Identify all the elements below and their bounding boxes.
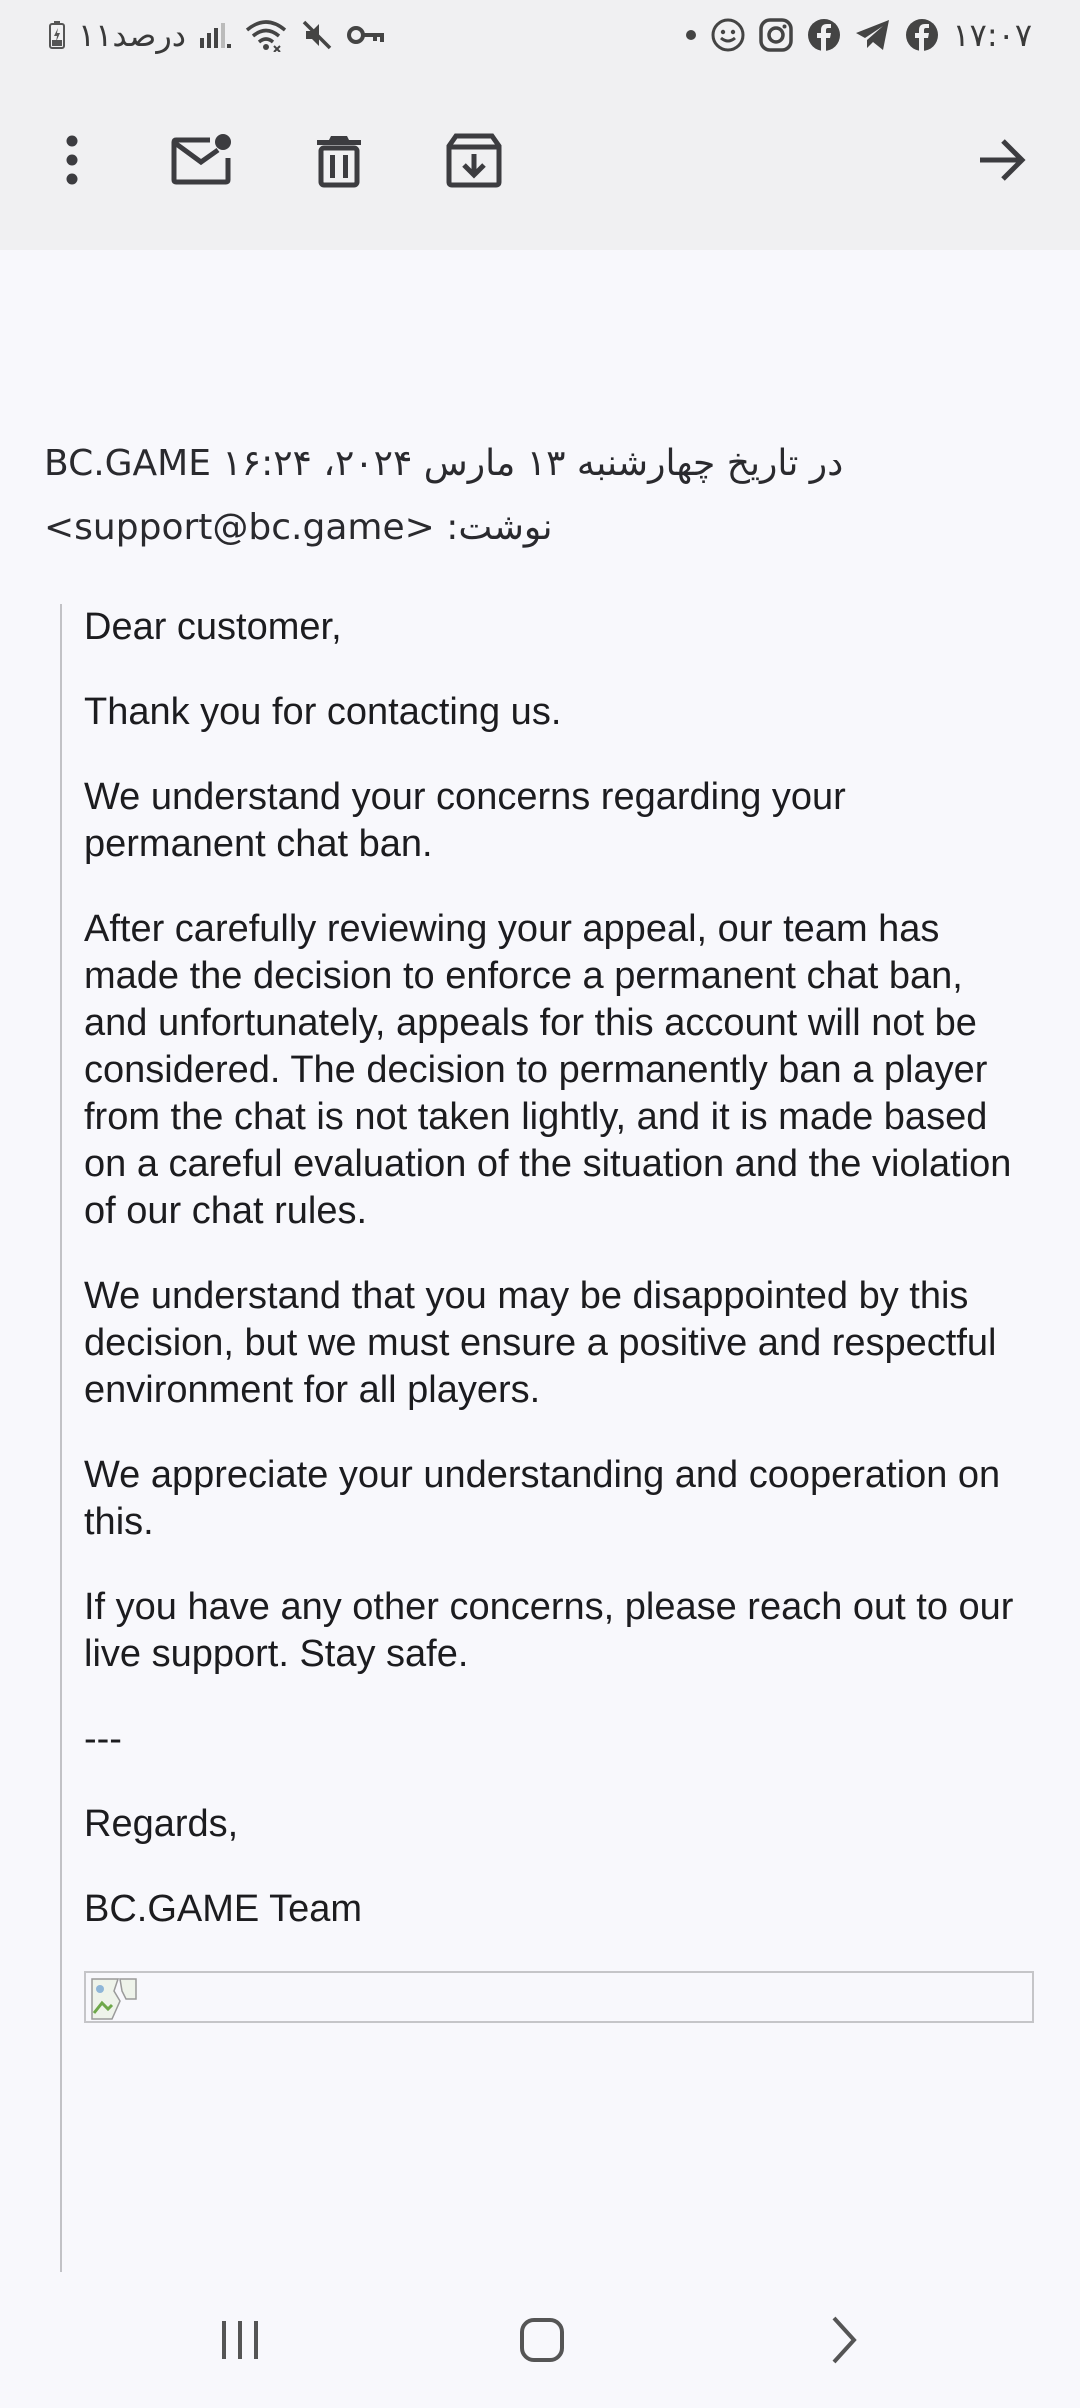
sender-email[interactable]: <support@bc.game> [44,507,435,548]
more-options-button[interactable] [28,116,116,204]
status-bar-right [684,16,1032,54]
battery-percent-text: ۱۱درصد [78,16,187,54]
home-button[interactable] [502,2302,582,2382]
message-separator: --- [84,1718,122,1760]
message-toolbar [0,70,1080,250]
trash-icon [315,132,363,188]
message-paragraph: We understand that you may be disappointed by this decision, but we must ensure a positive and respectful environment for all players. [84,1275,997,1411]
facebook-icon [806,17,842,53]
system-nav-bar [0,2272,1080,2408]
mute-icon [300,18,334,52]
delete-button[interactable] [295,116,383,204]
quote-header-sender-line [44,496,1044,560]
instagram-icon [758,17,794,53]
back-button[interactable] [804,2302,884,2382]
telegram-icon [854,18,892,52]
mark-unread-mail-icon [170,132,234,188]
vpn-key-icon [346,20,386,50]
home-icon [517,2315,567,2370]
quote-header [44,432,1044,560]
forward-button[interactable] [958,116,1046,204]
archive-button[interactable] [430,116,518,204]
arrow-forward-icon [976,136,1028,184]
recent-apps-icon [216,2316,264,2369]
broken-image-icon [90,1977,138,2026]
quoted-message [60,604,1036,2272]
more-vert-icon [62,134,82,186]
message-paragraph: After carefully reviewing your appeal, our team has made the decision to enforce a permanent chat ban, and unfortunately, appeals for this account will not be considered. The decision to permanently ban a player from the chat is not taken lightly, and it is made based on a careful evaluation of the situation and the violation of our chat rules. [84,908,1012,1232]
message-paragraph: Dear customer, [84,606,342,648]
quote-header-date-line: BC.GAME در تاریخ چهارشنبه ۱۳ مارس ۲۰۲۴، ۱۶:۲۴ [44,443,844,484]
archive-icon [446,132,502,188]
recent-apps-button[interactable] [200,2302,280,2382]
message-paragraph: If you have any other concerns, please reach out to our live support. Stay safe. [84,1586,1014,1675]
broken-image-placeholder [84,1971,1034,2023]
message-paragraph: Thank you for contacting us. [84,691,562,733]
wrote-label: نوشت: [446,507,553,548]
clock-text: ۱۷:۰۷ [952,16,1032,54]
message-closing: Regards, [84,1803,239,1845]
status-bar-left [48,16,386,54]
message-paragraph: We appreciate your understanding and cooperation on this. [84,1454,1001,1543]
chevron-right-icon [826,2314,862,2371]
message-paragraph: We understand your concerns regarding your permanent chat ban. [84,776,846,865]
signal-icon [198,20,232,50]
mark-unread-button[interactable] [158,116,246,204]
facebook-icon [904,17,940,53]
message-signature: BC.GAME Team [84,1888,363,1930]
status-bar [0,0,1080,70]
battery-icon [48,20,66,50]
emoji-icon [710,17,746,53]
wifi-icon [244,18,288,52]
message-body [84,604,1036,1933]
notification-dot-icon [684,28,698,42]
